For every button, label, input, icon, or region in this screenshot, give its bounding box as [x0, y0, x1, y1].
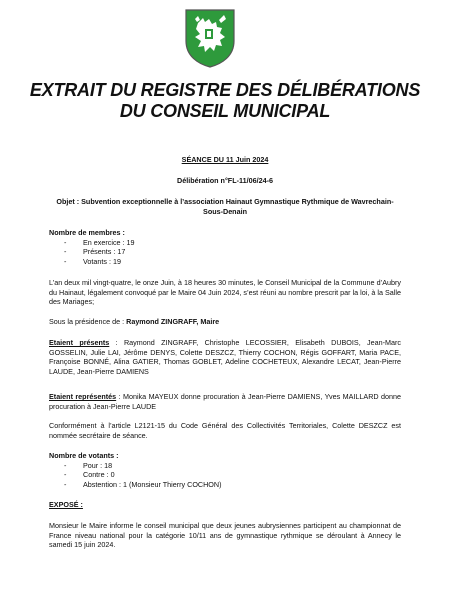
expose-paragraph: Monsieur le Maire informe le conseil municipal que deux jeunes aubrysiennes participent au championnat de France niveau national pour la catégorie 10/11 ans de gymnastique rythmique se déroulant à Annecy le samedi 15 juin 2024. [49, 521, 401, 550]
seance-date: SÉANCE DU 11 Juin 2024 [181, 155, 269, 164]
deliberation-number: Délibération n°FL-11/06/24-6 [177, 176, 273, 185]
objet-text: Subvention exceptionnelle à l’association Hainaut Gymnastique Rythmique de Wavrechain-Sous-Denain [81, 197, 394, 216]
objet-label: Objet : [56, 197, 82, 206]
presents-paragraph [49, 338, 401, 376]
representes-list: : Monika MAYEUX donne procuration à Jean-Pierre DAMIENS, Yves MAILLARD donne procuration à Jean-Pierre LAUDE [49, 392, 401, 411]
expose-heading: EXPOSÉ : [49, 500, 83, 509]
membres-heading: Nombre de membres : [49, 228, 125, 237]
griffin-shield-crest-icon [183, 7, 237, 69]
objet-line [52, 197, 398, 216]
presents-label: Etaient présents [49, 338, 110, 347]
votants-pour: - Pour : 18 [64, 461, 401, 471]
votants-abstention: - Abstention : 1 (Monsieur Thierry COCHON) [64, 480, 401, 490]
membres-votants: - Votants : 19 [64, 257, 401, 267]
secretaire-paragraph: Conformément à l’article L2121-15 du Code Général des Collectivités Territoriales, Colette DESZCZ est nommée secrétaire de séance. [49, 421, 401, 440]
intro-paragraph: L’an deux mil vingt-quatre, le onze Juin, à 18 heures 30 minutes, le Conseil Municipal de la Commune d’Aubry du Hainaut, légalement convoqué par le Maire 04 Juin 2024, s’est réuni au nombre prescrit par la loi, à la Salle des Mariages; [49, 278, 401, 307]
membres-en-exercice: - En exercice : 19 [64, 238, 401, 248]
membres-presents: - Présents : 17 [64, 247, 401, 257]
representes-label: Etaient représentés [49, 392, 117, 401]
votants-contre: - Contre : 0 [64, 470, 401, 480]
presidence-prefix: Sous la présidence de : [49, 317, 127, 326]
votants-heading: Nombre de votants : [49, 451, 119, 460]
president-name: Raymond ZINGRAFF, Maire [126, 317, 220, 326]
presidence-line [49, 317, 401, 327]
representes-paragraph [49, 392, 401, 411]
presents-list: : Raymond ZINGRAFF, Christophe LECOSSIER, Elisabeth DUBOIS, Jean-Marc GOSSELIN, Julie LAI, Jérôme DENYS, Colette DESZCZ, Thierry COCHON, Régis GOFFART, Maria PACE, Françoise BONNÉ, Alina GATIER, Thomas GOBLET, Adeline COCHETEUX, Alexandre LECAT, Jean-Pierre LAUDE, Jean-Pierre DAMIENS [49, 338, 401, 376]
votants-section [49, 451, 401, 489]
membres-section [49, 228, 401, 266]
document-title-line1: EXTRAIT DU REGISTRE DES DÉLIBÉRATIONS [29, 80, 421, 100]
document-title-line2: DU CONSEIL MUNICIPAL [119, 101, 331, 121]
